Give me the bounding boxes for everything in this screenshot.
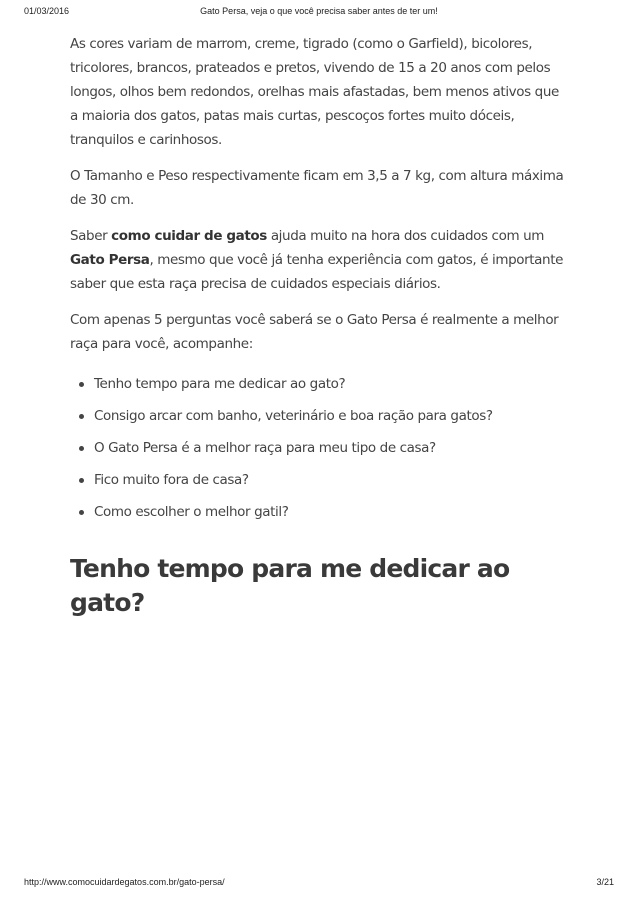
list-item [94,436,570,460]
print-url: http://www.comocuidardegatos.com.br/gato-persa/ [24,877,225,887]
list-item [94,404,570,428]
question-text: Tenho tempo para me dedicar ao gato? [94,376,346,392]
list-item [94,372,570,396]
bullet-icon [79,510,84,515]
bullet-icon [79,382,84,387]
print-footer [24,877,614,891]
questions-list [70,372,570,524]
bullet-icon [79,446,84,451]
section-heading: Tenho tempo para me dedicar ao gato? [70,554,510,617]
care-bold-gato-persa: Gato Persa [70,252,150,268]
page-number: 3/21 [596,877,614,887]
article-content [70,32,570,620]
paragraph-size-weight: O Tamanho e Peso respectivamente ficam em 3,5 a 7 kg, com altura máxima de 30 cm. [70,168,564,208]
care-text-2: ajuda muito na hora dos cuidados com um [266,228,544,244]
paragraph-colors: As cores variam de marrom, creme, tigrado (como o Garfield), bicolores, tricolores, brancos, prateados e pretos, vivendo de 15 a 20 anos com pelos longos, olhos bem redondos, orelhas mais afastadas, bem menos ativos que a maioria dos gatos, patas mais curtas, pescoços fortes muito dóceis, tranquilos e carinhosos. [70,36,559,148]
paragraph-care [70,224,570,296]
print-header [24,6,614,20]
bullet-icon [79,414,84,419]
question-text: O Gato Persa é a melhor raça para meu tipo de casa? [94,440,436,456]
paragraph-intro-questions: Com apenas 5 perguntas você saberá se o Gato Persa é realmente a melhor raça para você, acompanhe: [70,312,559,352]
list-item [94,500,570,524]
list-item [94,468,570,492]
question-text: Fico muito fora de casa? [94,472,249,488]
care-link-how-to-care: como cuidar de gatos [111,228,267,244]
care-text-3: , mesmo que você já tenha experiência com gatos, é importante saber que esta raça precisa de cuidados especiais diários. [70,252,564,292]
question-text: Como escolher o melhor gatil? [94,504,289,520]
bullet-icon [79,478,84,483]
print-title: Gato Persa, veja o que você precisa saber antes de ter um! [200,6,438,16]
care-text-1: Saber [70,228,112,244]
print-date: 01/03/2016 [24,6,70,16]
question-text: Consigo arcar com banho, veterinário e boa ração para gatos? [94,408,493,424]
